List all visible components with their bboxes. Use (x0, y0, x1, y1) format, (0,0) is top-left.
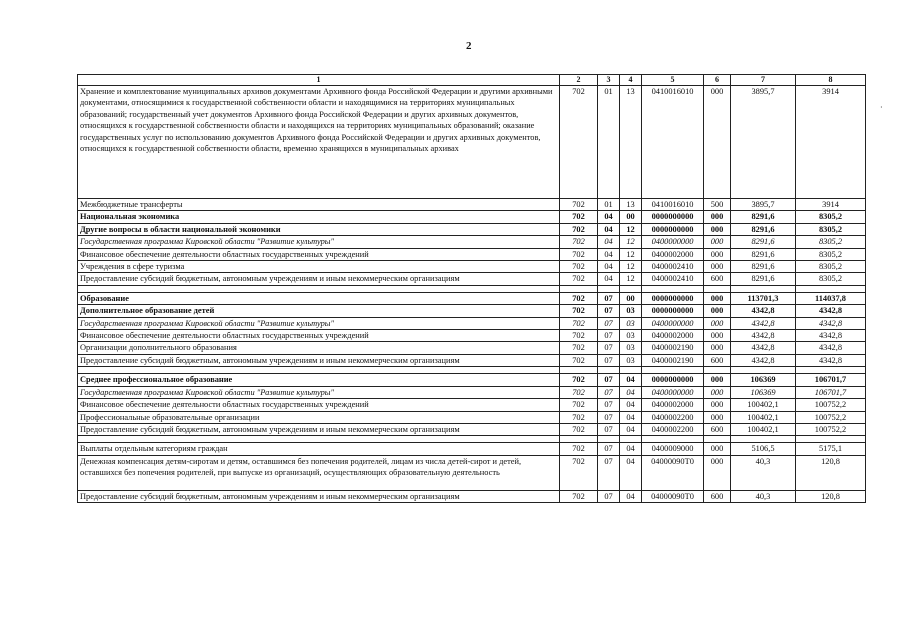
table-body (78, 86, 866, 503)
row-value-7: 8291,6 (731, 261, 796, 273)
row-code-3: 04 (598, 273, 620, 285)
row-code-3: 07 (598, 305, 620, 317)
row-code-3: 07 (598, 399, 620, 411)
row-value-7: 8291,6 (731, 223, 796, 235)
header-row (78, 75, 866, 86)
row-name: Другие вопросы в области национальной экономики (78, 223, 560, 235)
table-row (78, 399, 866, 411)
header-cell: 1 (78, 75, 560, 86)
row-value-7: 5106,5 (731, 443, 796, 455)
row-code-5: 0400002200 (642, 423, 704, 435)
row-value-7: 106369 (731, 386, 796, 398)
row-value-8: 100752,2 (796, 411, 866, 423)
spacer-cell (704, 367, 731, 374)
row-code-5: 0000000000 (642, 223, 704, 235)
row-code-6: 600 (704, 354, 731, 366)
row-value-7: 100402,1 (731, 411, 796, 423)
row-code-2: 702 (560, 223, 598, 235)
row-code-5: 0400002190 (642, 354, 704, 366)
row-code-2: 702 (560, 342, 598, 354)
row-name: Предоставление субсидий бюджетным, автономным учреждениям и иным некоммерческим организациям (78, 354, 560, 366)
row-name: Государственная программа Кировской области "Развитие культуры" (78, 236, 560, 248)
spacer-cell (704, 436, 731, 443)
spacer-cell (560, 367, 598, 374)
row-value-8: 4342,8 (796, 354, 866, 366)
row-name: Образование (78, 292, 560, 304)
spacer-cell (78, 367, 560, 374)
spacer-cell (78, 285, 560, 292)
row-code-2: 702 (560, 317, 598, 329)
row-code-4: 03 (620, 305, 642, 317)
row-value-7: 100402,1 (731, 399, 796, 411)
row-code-3: 04 (598, 211, 620, 223)
row-value-8: 8305,2 (796, 236, 866, 248)
row-code-5: 04000090Т0 (642, 490, 704, 502)
row-code-5: 0400002200 (642, 411, 704, 423)
spacer-cell (78, 436, 560, 443)
table-row (78, 248, 866, 260)
table-row (78, 354, 866, 366)
row-code-3: 04 (598, 261, 620, 273)
row-code-2: 702 (560, 374, 598, 386)
spacer-row (78, 285, 866, 292)
row-value-8: 106701,7 (796, 374, 866, 386)
header-cell: 3 (598, 75, 620, 86)
row-code-5: 0410016010 (642, 86, 704, 199)
row-code-6: 000 (704, 411, 731, 423)
row-code-2: 702 (560, 273, 598, 285)
header-cell: 8 (796, 75, 866, 86)
spacer-cell (796, 285, 866, 292)
row-code-5: 0400002410 (642, 273, 704, 285)
row-code-2: 702 (560, 423, 598, 435)
row-code-5: 0410016010 (642, 199, 704, 211)
row-code-3: 07 (598, 423, 620, 435)
row-code-4: 04 (620, 386, 642, 398)
row-value-8: 114037,8 (796, 292, 866, 304)
table-row (78, 490, 866, 502)
row-code-2: 702 (560, 211, 598, 223)
row-name: Хранение и комплектование муниципальных архивов документами Архивного фонда Российской Федерации и другими архивными документами, относящимися к государственной собственности области и находящимися на территориях муниципальных образований; государственный учет документов Архивного фонда Российской Федерации и других архивных документов, относящихся к государственной собственности области и находящихся на территориях муниципальных образований; оказание государственных услуг по использованию документов Архивного фонда Российской Федерации и других архивных документов, относящихся к государственной собственности области, временно хранящихся в муниципальных архивах (78, 86, 560, 199)
table-row (78, 411, 866, 423)
row-name: Финансовое обеспечение деятельности областных государственных учреждений (78, 330, 560, 342)
spacer-cell (620, 367, 642, 374)
row-value-8: 100752,2 (796, 423, 866, 435)
row-code-3: 07 (598, 455, 620, 490)
row-name: Межбюджетные трансферты (78, 199, 560, 211)
row-name: Предоставление субсидий бюджетным, автономным учреждениям и иным некоммерческим организациям (78, 273, 560, 285)
row-name: Организации дополнительного образования (78, 342, 560, 354)
row-value-7: 4342,8 (731, 305, 796, 317)
row-code-2: 702 (560, 411, 598, 423)
row-name: Государственная программа Кировской области "Развитие культуры" (78, 317, 560, 329)
spacer-cell (598, 285, 620, 292)
row-code-6: 600 (704, 490, 731, 502)
table-row (78, 455, 866, 490)
row-value-7: 100402,1 (731, 423, 796, 435)
table-row (78, 261, 866, 273)
row-value-8: 100752,2 (796, 399, 866, 411)
row-value-7: 8291,6 (731, 273, 796, 285)
row-code-3: 07 (598, 374, 620, 386)
row-code-5: 0400000000 (642, 386, 704, 398)
row-value-7: 4342,8 (731, 342, 796, 354)
row-code-4: 12 (620, 236, 642, 248)
row-value-7: 40,3 (731, 490, 796, 502)
spacer-cell (731, 285, 796, 292)
row-value-8: 8305,2 (796, 223, 866, 235)
row-value-8: 5175,1 (796, 443, 866, 455)
table-row (78, 211, 866, 223)
row-value-8: 8305,2 (796, 211, 866, 223)
row-value-8: 8305,2 (796, 261, 866, 273)
row-value-7: 113701,3 (731, 292, 796, 304)
spacer-cell (598, 436, 620, 443)
table-row (78, 223, 866, 235)
row-code-5: 0400002190 (642, 342, 704, 354)
row-code-4: 03 (620, 330, 642, 342)
row-code-6: 000 (704, 399, 731, 411)
row-code-4: 03 (620, 354, 642, 366)
row-code-6: 000 (704, 443, 731, 455)
row-code-3: 04 (598, 248, 620, 260)
spacer-cell (598, 367, 620, 374)
row-code-6: 000 (704, 330, 731, 342)
table-row (78, 317, 866, 329)
row-code-3: 07 (598, 317, 620, 329)
row-code-5: 0400002410 (642, 261, 704, 273)
row-code-3: 04 (598, 223, 620, 235)
row-value-7: 4342,8 (731, 317, 796, 329)
row-value-7: 3895,7 (731, 199, 796, 211)
spacer-cell (796, 367, 866, 374)
row-value-8: 8305,2 (796, 248, 866, 260)
row-code-4: 00 (620, 211, 642, 223)
row-value-7: 40,3 (731, 455, 796, 490)
row-code-6: 000 (704, 236, 731, 248)
row-code-2: 702 (560, 490, 598, 502)
row-code-2: 702 (560, 455, 598, 490)
row-code-6: 000 (704, 386, 731, 398)
row-code-6: 600 (704, 423, 731, 435)
spacer-cell (642, 367, 704, 374)
row-name: Учреждения в сфере туризма (78, 261, 560, 273)
spacer-row (78, 436, 866, 443)
row-code-2: 702 (560, 386, 598, 398)
row-code-4: 12 (620, 261, 642, 273)
row-code-5: 04000090Т0 (642, 455, 704, 490)
row-value-7: 4342,8 (731, 354, 796, 366)
row-value-8: 4342,8 (796, 330, 866, 342)
row-code-3: 07 (598, 411, 620, 423)
row-name: Государственная программа Кировской области "Развитие культуры" (78, 386, 560, 398)
row-code-3: 07 (598, 342, 620, 354)
row-name: Выплаты отдельным категориям граждан (78, 443, 560, 455)
row-code-4: 13 (620, 86, 642, 199)
row-value-7: 8291,6 (731, 211, 796, 223)
row-code-4: 03 (620, 317, 642, 329)
row-code-5: 0000000000 (642, 374, 704, 386)
row-code-5: 0400000000 (642, 236, 704, 248)
budget-table (77, 74, 866, 503)
header-cell: 5 (642, 75, 704, 86)
spacer-cell (796, 436, 866, 443)
table-row (78, 443, 866, 455)
row-code-6: 600 (704, 273, 731, 285)
row-value-8: 8305,2 (796, 273, 866, 285)
margin-mark: · (880, 103, 883, 112)
page-number: 2 (466, 40, 472, 52)
row-code-6: 000 (704, 261, 731, 273)
row-code-3: 07 (598, 292, 620, 304)
row-name: Профессиональные образовательные организации (78, 411, 560, 423)
row-code-4: 04 (620, 443, 642, 455)
header-cell: 4 (620, 75, 642, 86)
header-cell: 7 (731, 75, 796, 86)
row-value-7: 8291,6 (731, 236, 796, 248)
row-code-5: 0000000000 (642, 211, 704, 223)
table-row (78, 386, 866, 398)
row-value-8: 4342,8 (796, 305, 866, 317)
spacer-cell (642, 436, 704, 443)
row-code-5: 0400002000 (642, 399, 704, 411)
row-code-6: 000 (704, 317, 731, 329)
row-code-5: 0400002000 (642, 330, 704, 342)
row-code-2: 702 (560, 236, 598, 248)
row-code-2: 702 (560, 199, 598, 211)
row-code-3: 01 (598, 86, 620, 199)
table-row (78, 236, 866, 248)
table-row (78, 199, 866, 211)
row-value-8: 3914 (796, 199, 866, 211)
row-code-6: 000 (704, 292, 731, 304)
spacer-row (78, 367, 866, 374)
row-code-2: 702 (560, 443, 598, 455)
row-code-5: 0400009000 (642, 443, 704, 455)
row-code-3: 07 (598, 443, 620, 455)
row-value-8: 4342,8 (796, 317, 866, 329)
table-row (78, 86, 866, 199)
row-code-5: 0000000000 (642, 292, 704, 304)
row-code-6: 000 (704, 342, 731, 354)
row-code-3: 01 (598, 199, 620, 211)
row-code-4: 04 (620, 423, 642, 435)
row-code-4: 04 (620, 490, 642, 502)
row-code-4: 12 (620, 223, 642, 235)
row-code-4: 12 (620, 273, 642, 285)
row-value-7: 106369 (731, 374, 796, 386)
row-name: Предоставление субсидий бюджетным, автономным учреждениям и иным некоммерческим организациям (78, 490, 560, 502)
row-code-4: 04 (620, 399, 642, 411)
table-row (78, 374, 866, 386)
spacer-cell (560, 436, 598, 443)
row-code-2: 702 (560, 261, 598, 273)
row-value-8: 4342,8 (796, 342, 866, 354)
row-code-4: 04 (620, 411, 642, 423)
row-code-3: 07 (598, 386, 620, 398)
row-code-3: 07 (598, 354, 620, 366)
row-name: Финансовое обеспечение деятельности областных государственных учреждений (78, 248, 560, 260)
row-code-3: 04 (598, 236, 620, 248)
table-row (78, 342, 866, 354)
row-value-7: 4342,8 (731, 330, 796, 342)
row-code-4: 04 (620, 455, 642, 490)
row-code-2: 702 (560, 330, 598, 342)
row-code-3: 07 (598, 330, 620, 342)
spacer-cell (704, 285, 731, 292)
row-code-5: 0400000000 (642, 317, 704, 329)
row-code-6: 000 (704, 305, 731, 317)
row-code-4: 00 (620, 292, 642, 304)
row-value-8: 3914 (796, 86, 866, 199)
row-name: Денежная компенсация детям-сиротам и детям, оставшимся без попечения родителей, лицам из числа детей-сирот и детей, оставшихся без попечения родителей, при выпуске из организаций, осуществляющих образовательную деятельность (78, 455, 560, 490)
row-value-8: 106701,7 (796, 386, 866, 398)
row-code-6: 000 (704, 86, 731, 199)
row-code-2: 702 (560, 86, 598, 199)
row-code-2: 702 (560, 248, 598, 260)
row-code-6: 500 (704, 199, 731, 211)
table-row (78, 273, 866, 285)
row-code-3: 07 (598, 490, 620, 502)
row-code-6: 000 (704, 248, 731, 260)
header-cell: 6 (704, 75, 731, 86)
row-code-2: 702 (560, 305, 598, 317)
row-name: Среднее профессиональное образование (78, 374, 560, 386)
spacer-cell (620, 436, 642, 443)
row-name: Дополнительное образование детей (78, 305, 560, 317)
spacer-cell (731, 436, 796, 443)
table-row (78, 423, 866, 435)
row-code-4: 03 (620, 342, 642, 354)
header-cell: 2 (560, 75, 598, 86)
spacer-cell (642, 285, 704, 292)
row-code-2: 702 (560, 292, 598, 304)
row-code-6: 000 (704, 455, 731, 490)
row-code-5: 0000000000 (642, 305, 704, 317)
row-code-2: 702 (560, 354, 598, 366)
row-name: Национальная экономика (78, 211, 560, 223)
row-code-6: 000 (704, 211, 731, 223)
row-code-4: 04 (620, 374, 642, 386)
row-name: Предоставление субсидий бюджетным, автономным учреждениям и иным некоммерческим организациям (78, 423, 560, 435)
spacer-cell (620, 285, 642, 292)
row-value-7: 3895,7 (731, 86, 796, 199)
row-value-8: 120,8 (796, 490, 866, 502)
spacer-cell (560, 285, 598, 292)
spacer-cell (731, 367, 796, 374)
row-code-2: 702 (560, 399, 598, 411)
row-name: Финансовое обеспечение деятельности областных государственных учреждений (78, 399, 560, 411)
table-row (78, 330, 866, 342)
row-code-6: 000 (704, 374, 731, 386)
row-code-4: 12 (620, 248, 642, 260)
row-value-7: 8291,6 (731, 248, 796, 260)
row-code-5: 0400002000 (642, 248, 704, 260)
table-row (78, 292, 866, 304)
row-code-6: 000 (704, 223, 731, 235)
row-code-4: 13 (620, 199, 642, 211)
table-row (78, 305, 866, 317)
row-value-8: 120,8 (796, 455, 866, 490)
